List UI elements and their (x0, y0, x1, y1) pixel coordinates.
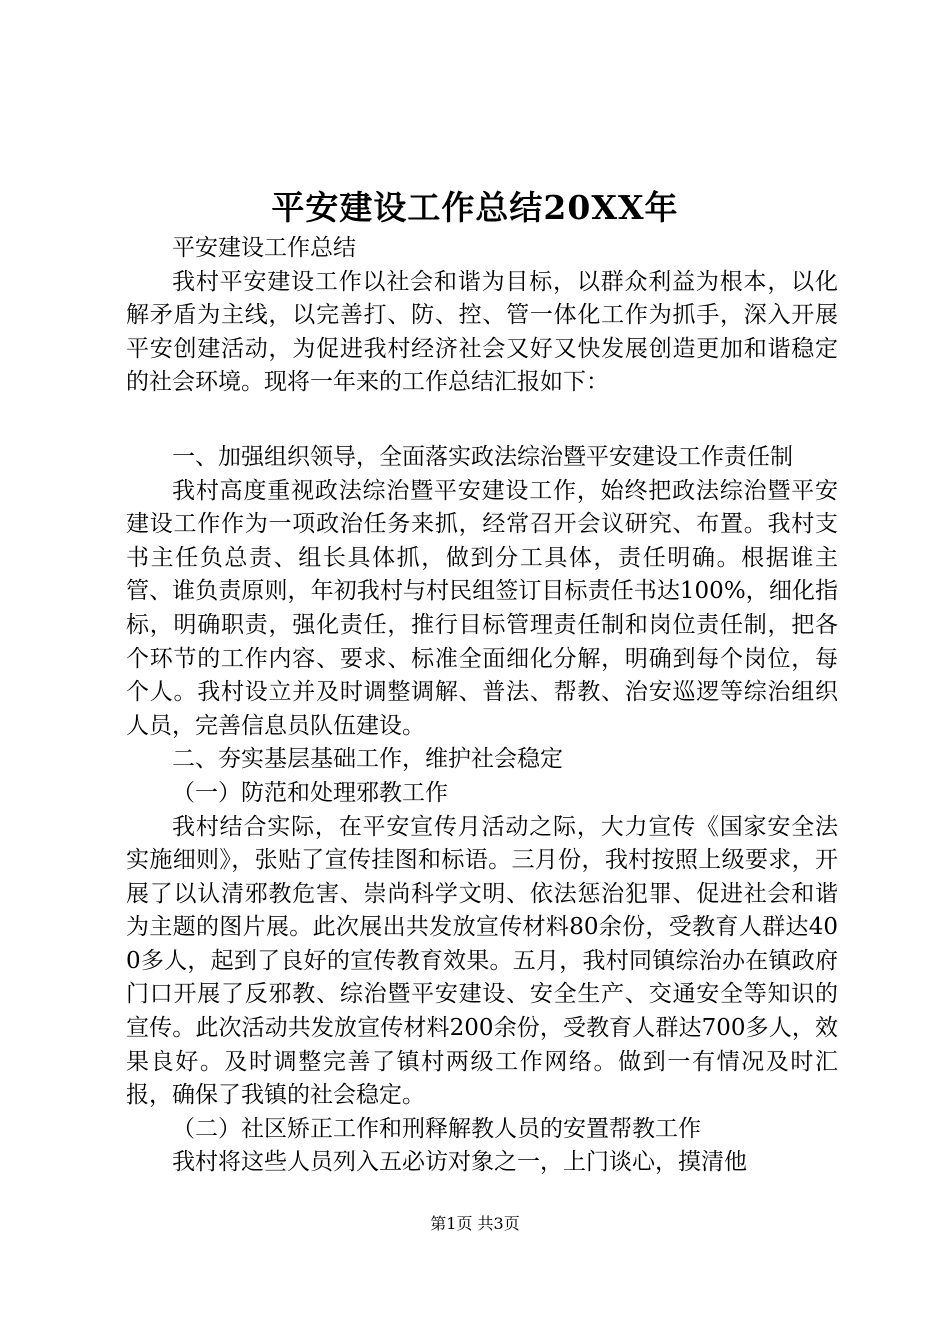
document-body (126, 232, 838, 1180)
page-number: 第1页 共3页 (430, 1214, 520, 1233)
subsection-heading-1: （一）防范和处理邪教工作 (172, 779, 448, 806)
document-title: 平安建设工作总结20XX年 (271, 188, 679, 227)
paragraph-subsection-1: 我村结合实际，在平安宣传月活动之际，大力宣传《国家安全法实施细则》，张贴了宣传挂图和标语。三月份，我村按照上级要求，开展了以认清邪教危害、崇尚科学文明、依法惩治犯罪、促进社会和谐为主题的图片展。此次展出共发放宣传材料80余份，受教育人群达400多人，起到了良好的宣传教育效果。五月，我村同镇综治办在镇政府门口开展了反邪教、综治暨平安建设、安全生产、交通安全等知识的宣传。此次活动共发放宣传材料200余份，受教育人群达700多人，效果良好。及时调整完善了镇村两级工作网络。做到一有情况及时汇报，确保了我镇的社会稳定。 (126, 813, 838, 1109)
paragraph-section-1: 我村高度重视政法综治暨平安建设工作，始终把政法综治暨平安建设工作作为一项政治任务来抓，经常召开会议研究、布置。我村支书主任负总责、组长具体抓，做到分工具体，责任明确。根据谁主管、谁负责原则，年初我村与村民组签订目标责任书达100%，细化指标，明确职责，强化责任，推行目标管理责任制和岗位责任制，把各个环节的工作内容、要求、标准全面细化分解，明确到每个岗位，每个人。我村设立并及时调整调解、普法、帮教、治安巡逻等综治组织人员，完善信息员队伍建设。 (126, 477, 838, 739)
paragraph-subtitle: 平安建设工作总结 (172, 235, 356, 261)
paragraph-subsection-2: 我村将这些人员列入五必访对象之一，上门谈心，摸清他 (172, 1149, 747, 1176)
subsection-heading-2: （二）社区矫正工作和刑释解教人员的安置帮教工作 (172, 1115, 701, 1142)
paragraph-intro: 我村平安建设工作以社会和谐为目标，以群众利益为根本，以化解矛盾为主线，以完善打、防、控、管一体化工作为抓手，深入开展平安创建活动，为促进我村经济社会又好又快发展创造更加和谐稳定的社会环境。现将一年来的工作总结汇报如下： (126, 268, 838, 396)
section-heading-2: 二、夯实基层基础工作，维护社会稳定 (172, 746, 563, 773)
paragraph-gap (126, 400, 838, 441)
section-heading-1: 一、加强组织领导，全面落实政法综治暨平安建设工作责任制 (172, 443, 793, 470)
